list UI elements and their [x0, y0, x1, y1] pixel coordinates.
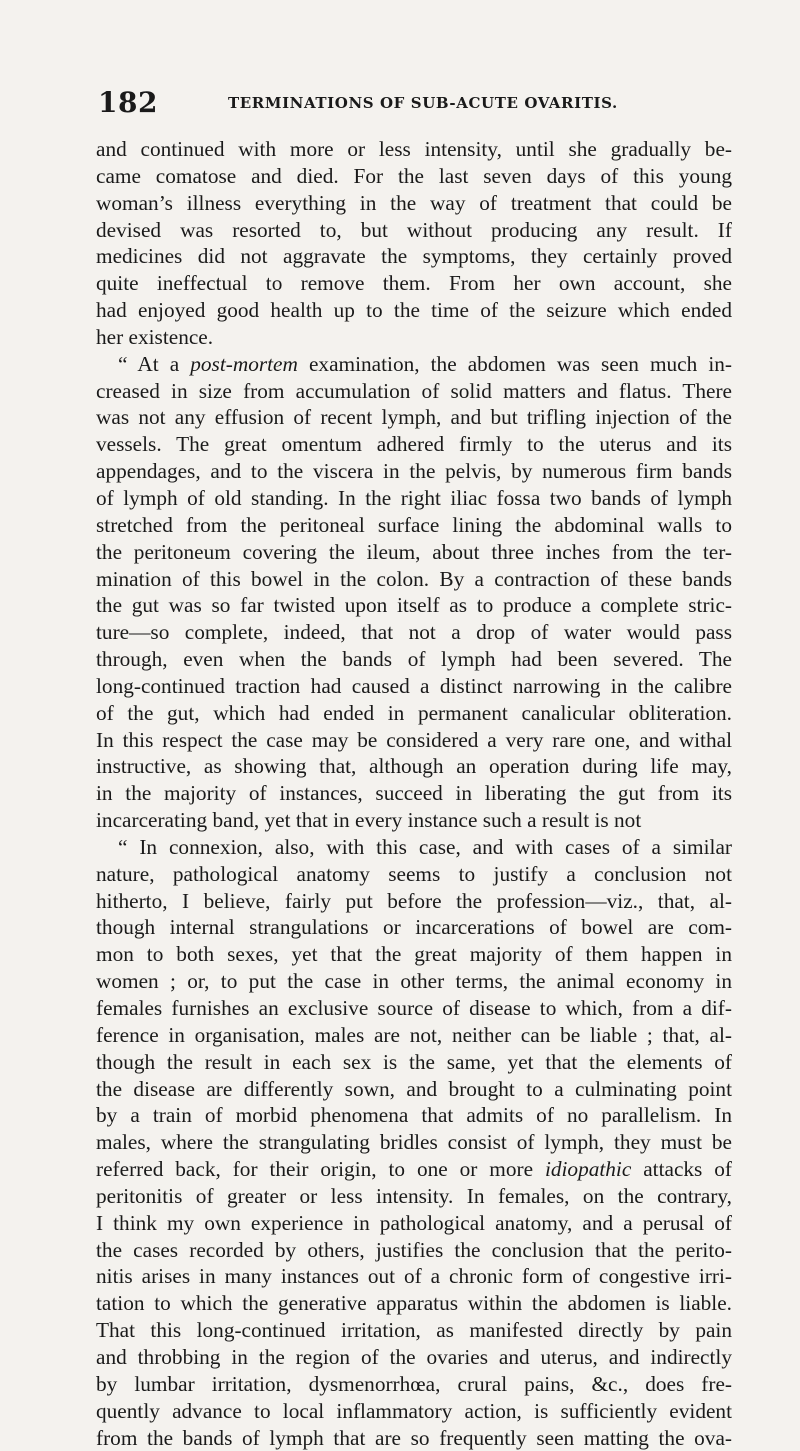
text-run: examination, the abdomen was seen much in-: [298, 352, 732, 376]
text-line: vessels. The great omentum adhered firmly to the uterus and its: [96, 431, 732, 458]
text-line: her existence.: [96, 324, 732, 351]
text-line: by a train of morbid phenomena that admits of no parallelism. In: [96, 1102, 732, 1129]
text-line: though internal strangulations or incarcerations of bowel are com-: [96, 914, 732, 941]
text-line: instructive, as showing that, although an operation during life may,: [96, 753, 732, 780]
text-line: mination of this bowel in the colon. By a contraction of these bands: [96, 566, 732, 593]
text-line: males, where the strangulating bridles consist of lymph, they must be: [96, 1129, 732, 1156]
text-line: That this long-continued irritation, as manifested directly by pain: [96, 1317, 732, 1344]
text-line: though the result in each sex is the same, yet that the elements of: [96, 1049, 732, 1076]
page-number: 182: [98, 86, 158, 119]
text-line: tation to which the generative apparatus within the abdomen is liable.: [96, 1290, 732, 1317]
text-line: quite ineffectual to remove them. From her own account, she: [96, 270, 732, 297]
italic-term: idiopathic: [545, 1157, 631, 1181]
text-line: came comatose and died. For the last seven days of this young: [96, 163, 732, 190]
text-line: through, even when the bands of lymph had been severed. The: [96, 646, 732, 673]
text-line: the cases recorded by others, justifies the conclusion that the perito-: [96, 1237, 732, 1264]
text-line: mon to both sexes, yet that the great majority of them happen in: [96, 941, 732, 968]
text-run: “ At a: [118, 352, 190, 376]
text-line: devised was resorted to, but without producing any result. If: [96, 217, 732, 244]
text-line: ture—so complete, indeed, that not a drop of water would pass: [96, 619, 732, 646]
text-line: peritonitis of greater or less intensity. In females, on the contrary,: [96, 1183, 732, 1210]
text-line: hitherto, I believe, fairly put before the profession—viz., that, al-: [96, 888, 732, 915]
paragraph-2: [96, 351, 732, 834]
text-line: stretched from the peritoneal surface lining the abdominal walls to: [96, 512, 732, 539]
text-line: incarcerating band, yet that in every instance such a result is not: [96, 807, 732, 834]
text-line: creased in size from accumulation of solid matters and flatus. There: [96, 378, 732, 405]
text-line: appendages, and to the viscera in the pelvis, by numerous firm bands: [96, 458, 732, 485]
text-line: from the bands of lymph that are so frequently seen matting the ova-: [96, 1425, 732, 1451]
text-line: nitis arises in many instances out of a chronic form of congestive irri-: [96, 1263, 732, 1290]
text-line: had enjoyed good health up to the time of the seizure which ended: [96, 297, 732, 324]
paragraph-1: [96, 136, 732, 351]
text-line: females furnishes an exclusive source of disease to which, from a dif-: [96, 995, 732, 1022]
text-line: the disease are differently sown, and brought to a culminating point: [96, 1076, 732, 1103]
text-line: the gut was so far twisted upon itself as to produce a complete stric-: [96, 592, 732, 619]
text-line: long-continued traction had caused a distinct narrowing in the calibre: [96, 673, 732, 700]
text-run: referred back, for their origin, to one or more: [96, 1157, 545, 1181]
text-line: “ In connexion, also, with this case, and with cases of a similar: [96, 834, 732, 861]
text-line: [96, 351, 732, 378]
text-line: nature, pathological anatomy seems to justify a conclusion not: [96, 861, 732, 888]
text-line: was not any effusion of recent lymph, and but trifling injection of the: [96, 404, 732, 431]
text-line: medicines did not aggravate the symptoms, they certainly proved: [96, 243, 732, 270]
text-line: and continued with more or less intensity, until she gradually be-: [96, 136, 732, 163]
text-line: the peritoneum covering the ileum, about three inches from the ter-: [96, 539, 732, 566]
text-line: and throbbing in the region of the ovaries and uterus, and indirectly: [96, 1344, 732, 1371]
text-line: of the gut, which had ended in permanent canalicular obliteration.: [96, 700, 732, 727]
text-line: by lumbar irritation, dysmenorrhœa, crural pains, &c., does fre-: [96, 1371, 732, 1398]
text-line: of lymph of old standing. In the right iliac fossa two bands of lymph: [96, 485, 732, 512]
italic-term: post-mortem: [190, 352, 298, 376]
text-line: in the majority of instances, succeed in liberating the gut from its: [96, 780, 732, 807]
text-line: In this respect the case may be considered a very rare one, and withal: [96, 727, 732, 754]
body-text: [96, 136, 732, 1451]
running-head: TERMINATIONS OF SUB-ACUTE OVARITIS.: [228, 94, 618, 112]
text-line: [96, 1156, 732, 1183]
text-line: woman’s illness everything in the way of treatment that could be: [96, 190, 732, 217]
text-line: ference in organisation, males are not, neither can be liable ; that, al-: [96, 1022, 732, 1049]
text-line: quently advance to local inflammatory action, is sufficiently evident: [96, 1398, 732, 1425]
text-line: I think my own experience in pathological anatomy, and a perusal of: [96, 1210, 732, 1237]
page-header: [98, 86, 738, 120]
text-line: women ; or, to put the case in other terms, the animal economy in: [96, 968, 732, 995]
text-run: attacks of: [631, 1157, 732, 1181]
paragraph-3: [96, 834, 732, 1451]
